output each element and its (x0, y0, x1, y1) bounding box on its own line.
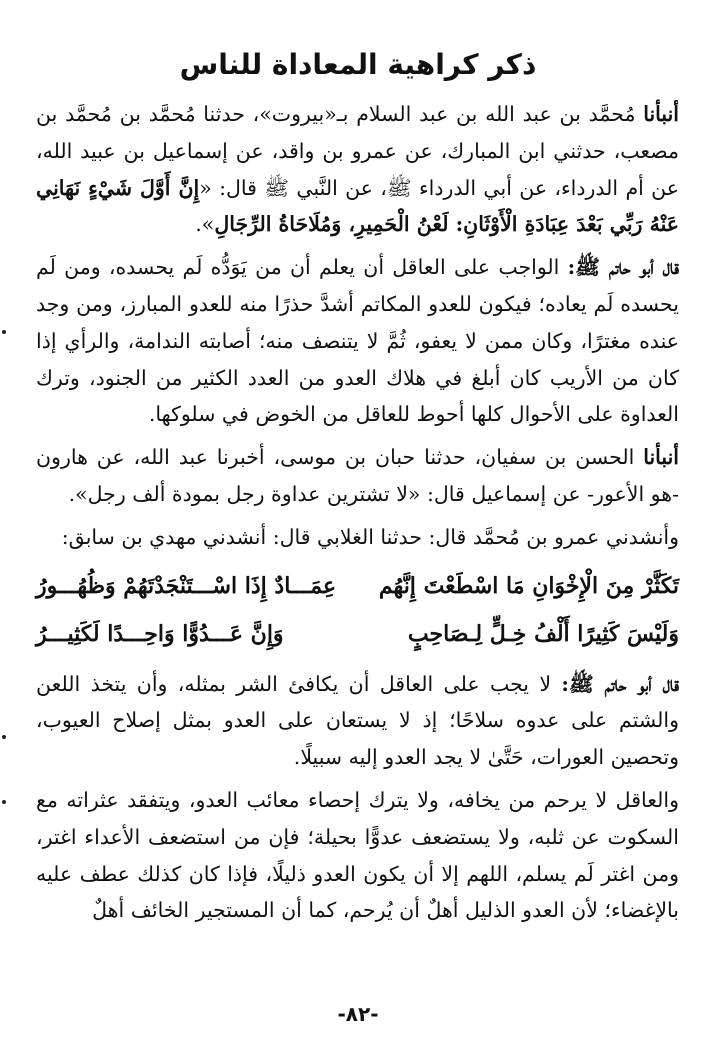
paragraph-text: وأنشدني عمرو بن مُحمَّد قال: حدثنا الغلابي قال: أنشدني مهدي بن سابق: (61, 524, 679, 549)
paragraph-text: الحسن بن سفيان، حدثنا حبان بن موسى، أخبرنا عبد الله، عن هارون -هو الأعور- عن إسماعيل قال: «لا تشترين عداوة رجل بمودة ألف رجل». (36, 445, 679, 506)
paragraph-text: والعاقل لا يرحم من يخافه، ولا يترك إحصاء معائب العدو، ويتفقد عثراته مع السكوت عن ثلبه، ولا يستضعف عدوًّا بحيلة؛ فإن من استضعف الأعداء اغتر، ومن اغتر لَم يسلم، اللهم إلا أن يكون العدو ذليلًا، فإذا كان كذلك عطف عليه بالإغضاء؛ لأن العدو الذليل أهلٌ أن يُرحم، كما أن المستجير الخائف أهلٌ (36, 787, 679, 923)
hadith-text: إِنَّ أَوَّلَ شَيْءٍ نَهَانِي عَنْهُ رَبِّي بَعْدَ عِبَادَةِ الْأَوْثَانِ: لَعْنُ الْحَمِيرِ، وَمُلَاحَاةُ الرِّجَالِ (36, 175, 679, 237)
isnad-text: مُحمَّد بن عبد الله بن عبد السلام بـ«بيروت»، حدثنا مُحمَّد بن مُحمَّد بن مصعب، حدثني ابن المبارك، عن عمرو بن واقد، عن إسماعيل بن عبيد الله، عن أم الدرداء، عن أبي الدرداء ﷺ، عن النَّبي ﷺ قال: « (36, 102, 680, 200)
page-title: ذكر كراهية المعاداة للناس (179, 48, 537, 81)
paragraph-3 (36, 439, 679, 513)
paragraph-text: لا يجب على العاقل أن يكافئ الشر بمثله، وأن يتخذ اللعن والشتم على عدوه سلاحًا؛ إذ لا يستعان على العدو بمثل إصلاح العيوب، وتحصين العورات، حَتَّىٰ لا يجد العدو إليه سبيلًا. (36, 671, 679, 770)
hadith-close: ». (195, 212, 215, 237)
paragraph-2 (36, 249, 679, 433)
verse-first-hemistich: وَلَيْسَ كَثِيرًا أَلْفُ خِـلٍّ لِـصَاحِبٍ (407, 620, 679, 647)
narrator-label: أنبأنا (643, 445, 679, 470)
paragraph-5 (36, 666, 679, 776)
poem (36, 562, 679, 658)
verse-second-hemistich: عِمَـــادٌ إِذَا اسْـــتَنْجَدْتَهُمْ وَظُهُـــورُ (36, 572, 337, 599)
margin-mark (2, 735, 6, 739)
poem-verse (36, 610, 679, 658)
verse-first-hemistich: تَكَثَّرْ مِنَ الْإِخْوَانِ مَا اسْطَعْتَ إِنَّهُم (378, 572, 679, 599)
page-number: -٨٢- (337, 1002, 379, 1026)
narrator-label: أنبأنا (643, 102, 679, 126)
paragraph-4 (36, 519, 679, 556)
margin-mark (2, 330, 6, 334)
document-body (36, 96, 679, 935)
speaker-label: قال أبو حاتم ﷺ: (561, 671, 679, 696)
paragraph-text: الواجب على العاقل أن يعلم أن من يَوَدُّه لَم يحسده، ومن لَم يحسده لَم يعاده؛ فيكون للعدو المكاتم أشدَّ حذرًا منه للعدو المبارز، ومن وجد عنده مغترًا، وكان ممن لا يعفو، ثُمَّ لا يتنصف منه؛ أصابته الندامة، والرأي إذا كان من الأريب كان أبلغ في هلاك العدو من العدد الكثير من الجنود، وترك العداوة على الأحوال كلها أحوط للعاقل من الخوض في سلوكها. (36, 255, 679, 427)
paragraph-6 (36, 782, 679, 929)
margin-mark (2, 800, 6, 804)
speaker-label: قال أبو حاتم ﷺ: (567, 255, 679, 280)
paragraph-1 (36, 96, 679, 243)
verse-second-hemistich: وَإِنَّ عَـــدُوًّا وَاحِـــدًا لَكَثِيـــرُ (36, 620, 284, 647)
poem-verse (36, 562, 679, 610)
